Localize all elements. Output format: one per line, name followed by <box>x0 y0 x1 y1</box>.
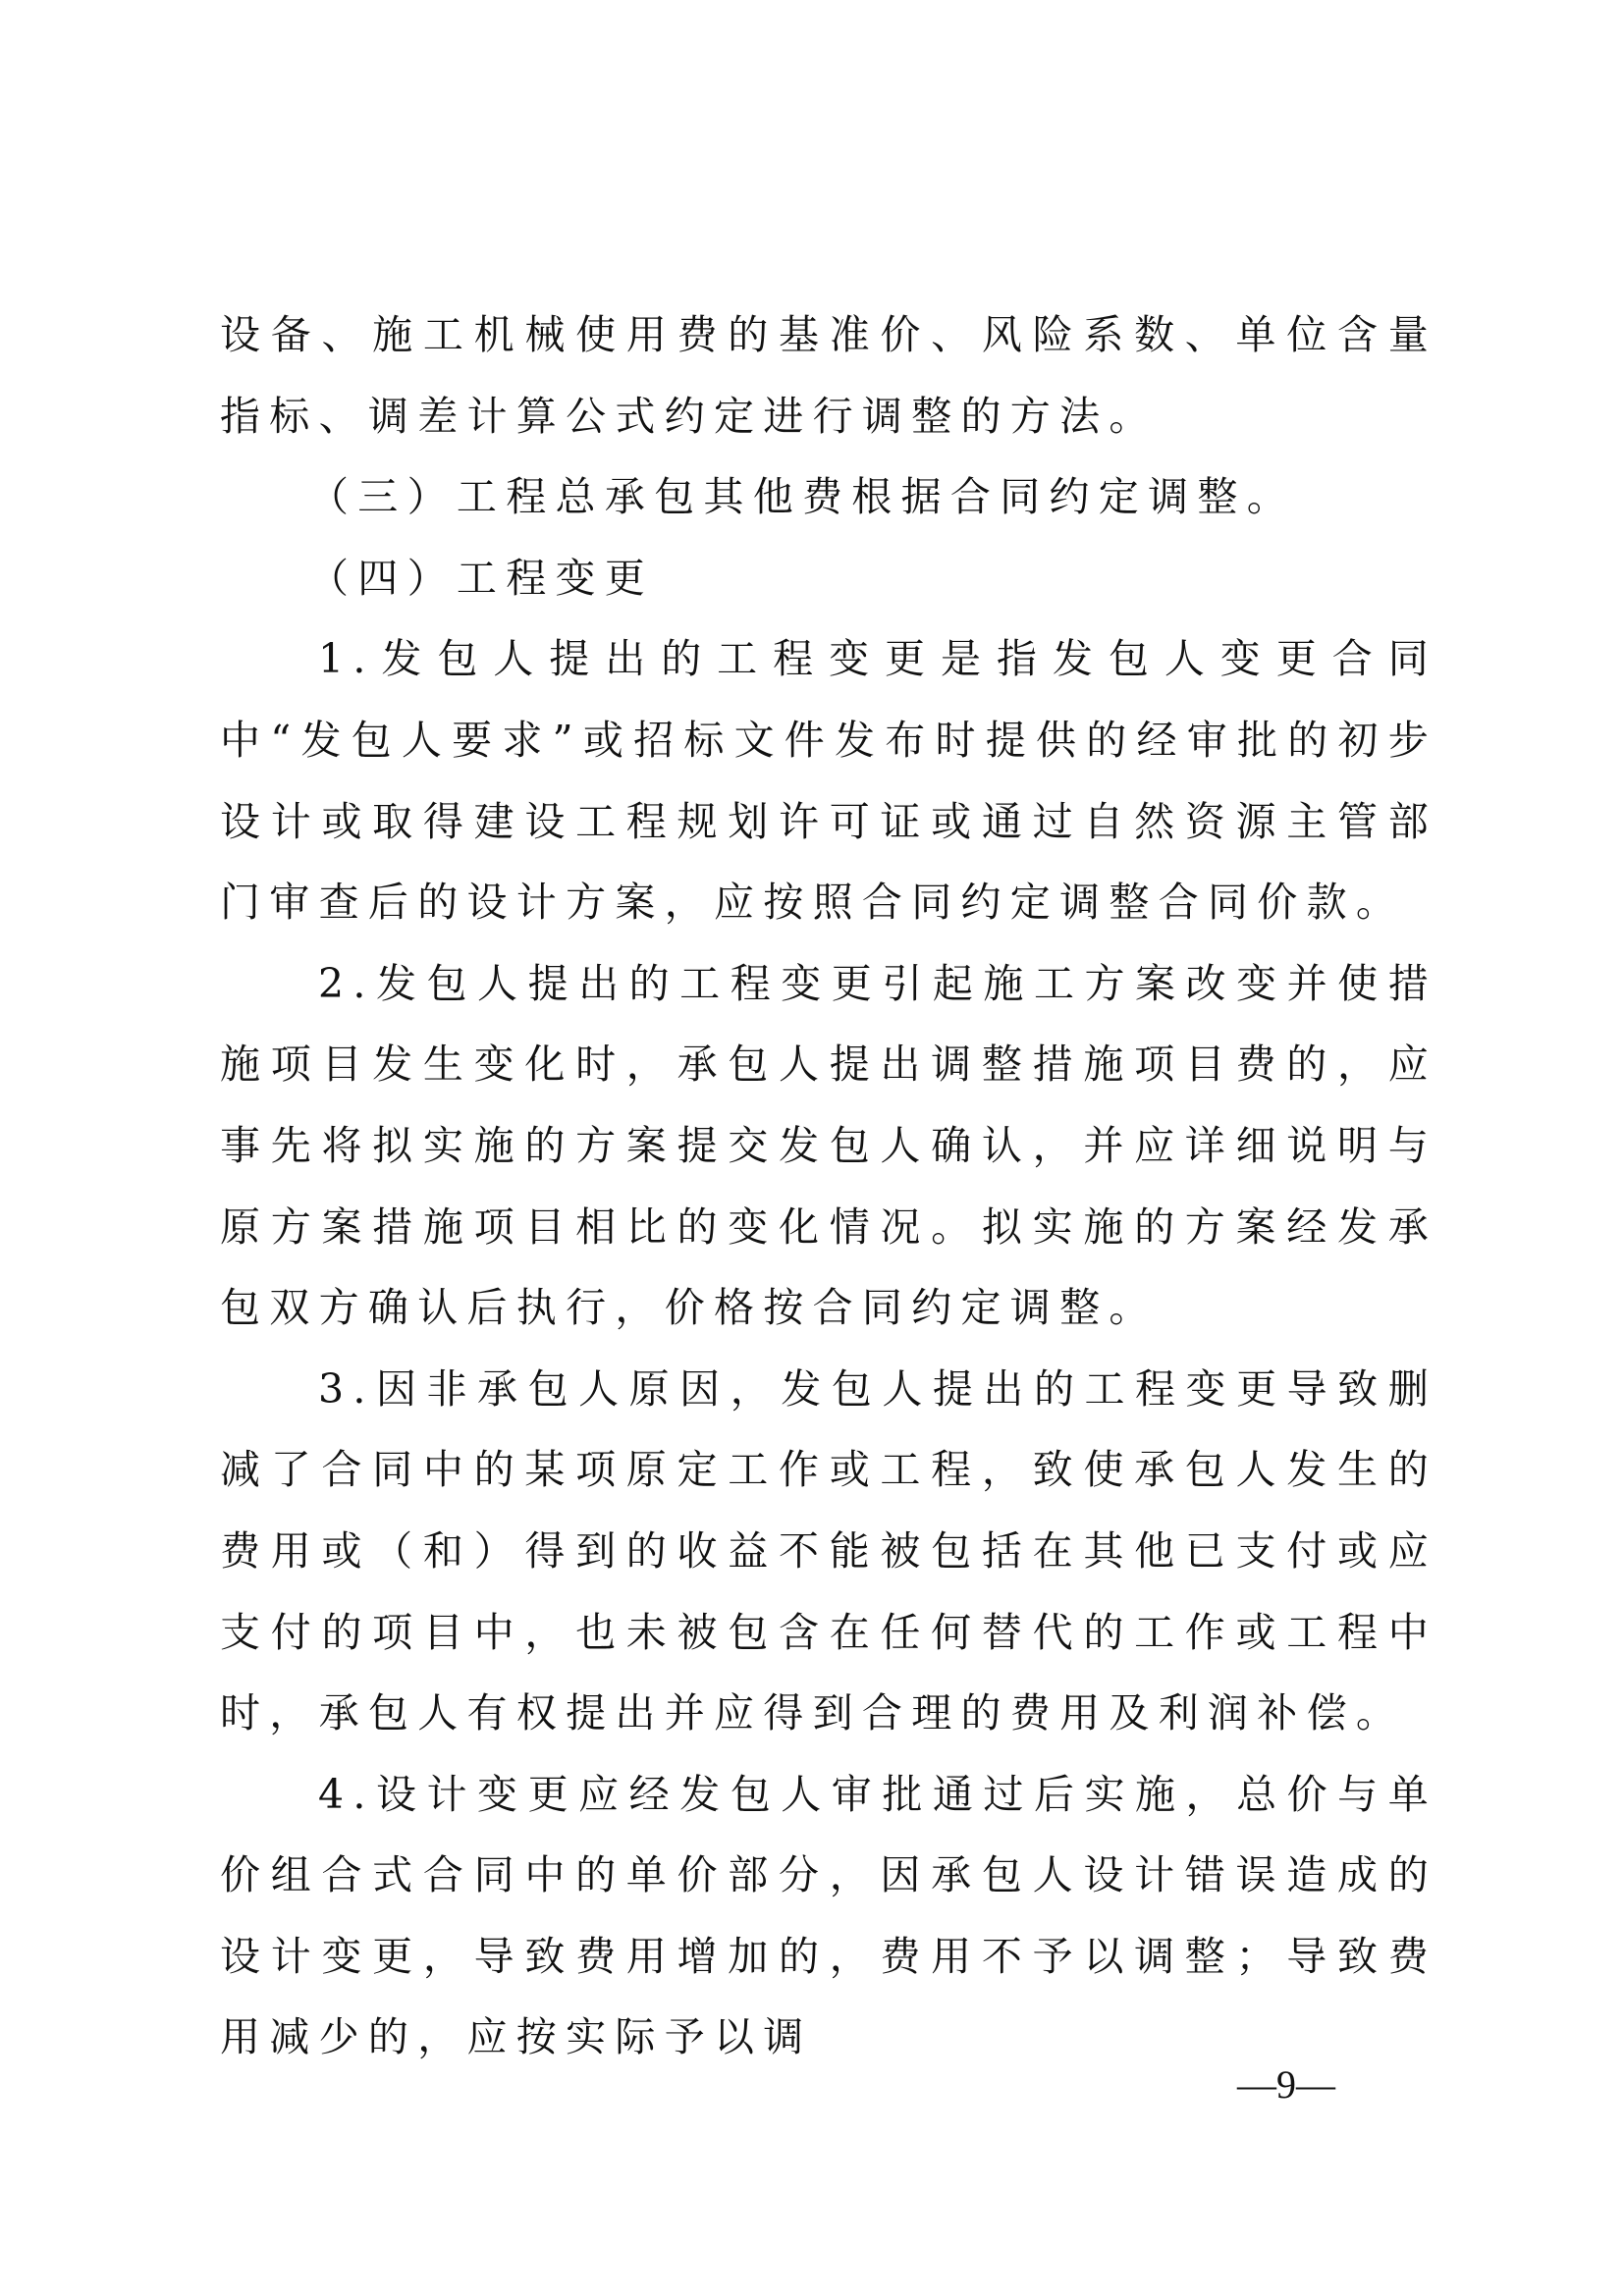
paragraph-item-3: 3.因非承包人原因，发包人提出的工程变更导致删减了合同中的某项原定工作或工程，致使承包人发生的费用或（和）得到的收益不能被包括在其他已支付或应支付的项目中，也未被包含在任何替代的工作或工程中时，承包人有权提出并应得到合理的费用及利润补偿。 <box>220 1364 1437 1737</box>
paragraph-continuation: 设备、施工机械使用费的基准价、风险系数、单位含量指标、调差计算公式约定进行调整的方法。 <box>220 311 1437 440</box>
paragraph-item-4: 4.设计变更应经发包人审批通过后实施，总价与单价组合式合同中的单价部分，因承包人设计错误造成的设计变更，导致费用增加的，费用不予以调整；导致费用减少的，应按实际予以调 <box>220 1770 1437 2061</box>
section-heading-4: （四）工程变更 <box>308 554 655 602</box>
section-heading-3: （三）工程总承包其他费根据合同约定调整。 <box>308 473 1296 521</box>
paragraph-item-1: 1.发包人提出的工程变更是指发包人变更合同中“发包人要求”或招标文件发布时提供的经审批的初步设计或取得建设工程规划许可证或通过自然资源主管部门审查后的设计方案，应按照合同约定调整合同价款。 <box>220 635 1437 927</box>
paragraph-item-2: 2.发包人提出的工程变更引起施工方案改变并使措施项目发生变化时，承包人提出调整措施项目费的，应事先将拟实施的方案提交发包人确认，并应详细说明与原方案措施项目相比的变化情况。拟实施的方案经发承包双方确认后执行，价格按合同约定调整。 <box>220 959 1437 1332</box>
page-number: —9— <box>1237 2062 1335 2107</box>
document-body <box>220 294 1437 2078</box>
